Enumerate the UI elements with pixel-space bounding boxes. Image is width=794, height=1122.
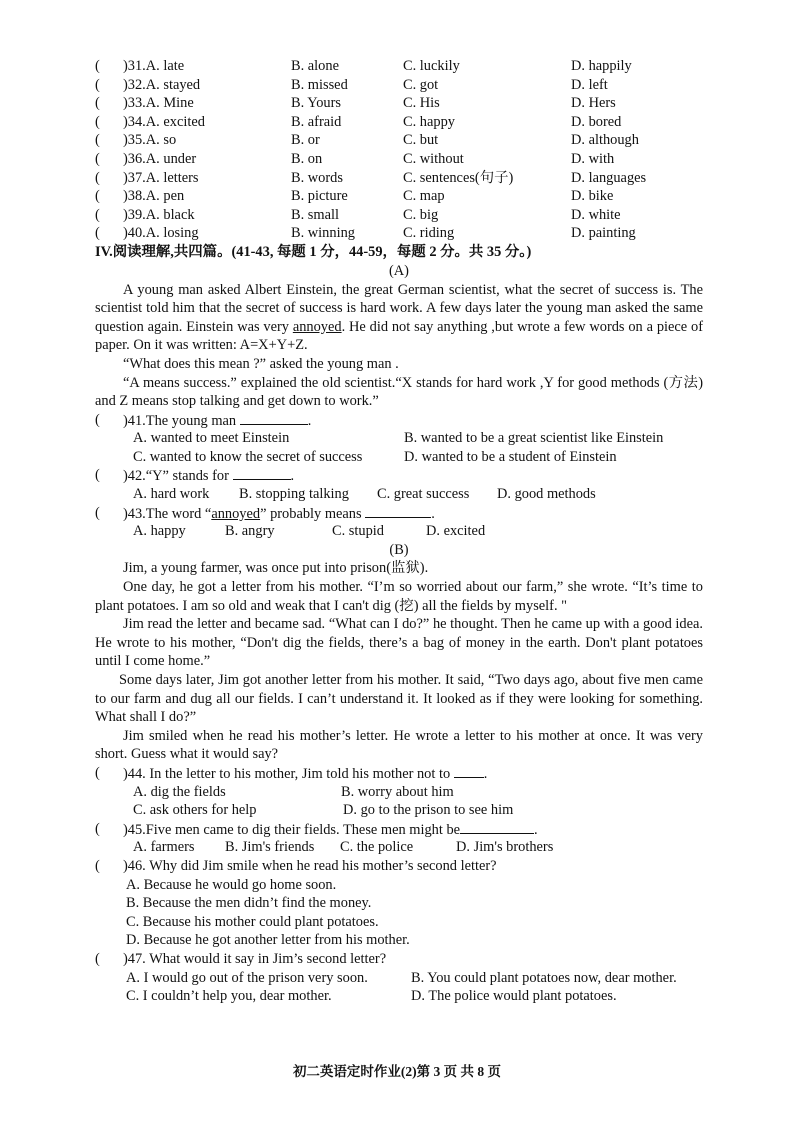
option-a: )33.A. Mine xyxy=(123,95,194,112)
cloze-row xyxy=(95,131,703,150)
question-47 xyxy=(95,950,703,969)
option-c: C. great success xyxy=(377,486,470,503)
option-a: )40.A. losing xyxy=(123,225,199,242)
option-d: D. although xyxy=(571,132,639,149)
option-d: D. happily xyxy=(571,58,632,74)
passage-b-paragraph-4: Some days later, Jim got another letter from his mother. It said, “Two days ago, about five men came to our farm and dug all our fields. I can’t understand it. It looked as if they were looking for something. What shall I do?” xyxy=(95,672,703,726)
page-footer: 初二英语定时作业(2)第 3 页 共 8 页 xyxy=(292,1064,502,1079)
option-b: B. small xyxy=(291,206,339,223)
option-b: B. or xyxy=(291,132,320,149)
answer-paren: ( xyxy=(95,132,100,149)
answer-paren: ( xyxy=(95,857,100,874)
option-d: D. left xyxy=(571,76,608,93)
cloze-row xyxy=(95,206,703,225)
question-46-option-d-row xyxy=(95,931,703,950)
option-a: A. happy xyxy=(133,523,186,540)
option-c: C. I couldn’t help you, dear mother. xyxy=(126,988,332,1005)
option-a: )35.A. so xyxy=(123,132,177,149)
option-d: D. good methods xyxy=(497,486,596,503)
option-c: C. without xyxy=(403,150,464,167)
question-42-options xyxy=(95,485,703,504)
cloze-row xyxy=(95,57,703,76)
question-47-options-row-2 xyxy=(95,987,703,1006)
cloze-row xyxy=(95,187,703,206)
question-41-options-row-1 xyxy=(95,429,703,448)
option-c: C. the police xyxy=(340,839,414,856)
option-b: B. You could plant potatoes now, dear mother. xyxy=(411,969,677,986)
question-41-options-row-2 xyxy=(95,448,703,467)
cloze-row xyxy=(95,113,703,132)
option-d: D. bored xyxy=(571,113,622,130)
answer-blank xyxy=(233,466,291,480)
option-d: D. wanted to be a student of Einstein xyxy=(404,448,617,465)
answer-paren: ( xyxy=(95,467,100,484)
passage-b-paragraph-1: Jim, a young farmer, was once put into prison(监狱). xyxy=(123,560,429,577)
option-d: D. go to the prison to see him xyxy=(343,802,514,819)
question-41-stem: )41.The young man xyxy=(123,412,240,429)
option-b: B. Jim's friends xyxy=(225,839,315,856)
option-a: A. I would go out of the prison very soon. xyxy=(126,969,368,986)
option-b: B. alone xyxy=(291,58,339,74)
answer-blank xyxy=(365,504,431,518)
question-43-stem-b: ” probably means xyxy=(260,505,366,522)
option-a: )34.A. excited xyxy=(123,113,205,130)
answer-paren: ( xyxy=(95,188,100,205)
option-c: C. luckily xyxy=(403,58,460,74)
option-c: C. Because his mother could plant potatoes. xyxy=(126,913,379,930)
exam-content xyxy=(95,57,703,1006)
option-b: B. missed xyxy=(291,76,348,93)
passage-a-label: (A) xyxy=(389,262,409,279)
option-b: B. Yours xyxy=(291,95,341,112)
passage-a-paragraph-1 xyxy=(95,281,703,355)
option-d: D. painting xyxy=(571,225,636,242)
option-b: B. Because the men didn’t find the money. xyxy=(126,895,372,912)
answer-blank xyxy=(240,411,308,425)
answer-paren: ( xyxy=(95,820,100,837)
option-c: C. got xyxy=(403,76,439,93)
question-45-options xyxy=(95,838,703,857)
option-a: )31.A. late xyxy=(123,58,185,74)
answer-blank xyxy=(454,764,484,778)
question-42: ( )42.“Y” stands for . xyxy=(95,467,295,485)
option-a: )39.A. black xyxy=(123,206,195,223)
question-47-stem: )47. What would it say in Jim’s second letter? xyxy=(123,950,387,967)
answer-paren: ( xyxy=(95,764,100,781)
option-c: C. ask others for help xyxy=(133,802,257,819)
option-a: A. farmers xyxy=(133,839,195,856)
option-c: C. happy xyxy=(403,113,455,130)
option-d: D. excited xyxy=(426,523,486,540)
question-44-options-row-2 xyxy=(95,801,703,820)
option-d: D. Hers xyxy=(571,95,616,112)
option-a: )32.A. stayed xyxy=(123,76,201,93)
answer-paren: ( xyxy=(95,206,100,223)
answer-paren: ( xyxy=(95,504,100,521)
question-42-stem: )42.“Y” stands for xyxy=(123,468,233,485)
answer-paren: ( xyxy=(95,113,100,130)
cloze-row xyxy=(95,94,703,113)
option-c: C. map xyxy=(403,188,445,205)
passage-a-paragraph-3: “A means success.” explained the old scientist.“X stands for hard work ,Y for good methods (方法) and Z means stop talking and get down to work.” xyxy=(95,374,703,410)
question-43-stem-a: )43.The word “ xyxy=(123,505,212,522)
option-a: A. Because he would go home soon. xyxy=(126,876,337,893)
question-44-options-row-1 xyxy=(95,783,703,802)
answer-paren: ( xyxy=(95,950,100,967)
passage-a-p1-text-a: A young man asked Albert Einstein, the great German scientist, what the secret of success is. The scientist told him that the secret of success is hard work. A few days later the young man asked the same question again. Einstein was very xyxy=(95,281,703,335)
passage-a-paragraph-2: “What does this mean ?” asked the young man . xyxy=(123,355,399,372)
option-d: D. languages xyxy=(571,169,647,186)
answer-paren: ( xyxy=(95,76,100,93)
question-44-stem: )44. In the letter to his mother, Jim told his mother not to xyxy=(123,765,454,782)
option-b: B. on xyxy=(291,150,323,167)
option-b: B. angry xyxy=(225,523,275,540)
passage-a-p1-text-b: . He did not say anything ,but wrote a few words on a piece of paper. On it was written: A=X+Y+Z. xyxy=(95,318,703,354)
answer-blank xyxy=(460,820,534,834)
option-c: C. big xyxy=(403,206,439,223)
option-c: C. riding xyxy=(403,225,455,242)
option-d: D. bike xyxy=(571,188,614,205)
option-b: B. worry about him xyxy=(341,783,454,800)
option-c: C. wanted to know the secret of success xyxy=(133,448,363,465)
answer-paren: ( xyxy=(95,411,100,428)
option-b: B. afraid xyxy=(291,113,342,130)
cloze-row xyxy=(95,224,703,243)
option-b: B. winning xyxy=(291,225,355,242)
option-d: D. Jim's brothers xyxy=(456,839,554,856)
passage-b-label: (B) xyxy=(389,541,409,558)
option-d: D. The police would plant potatoes. xyxy=(411,988,617,1005)
answer-paren: ( xyxy=(95,58,100,74)
option-c: C. stupid xyxy=(332,523,384,540)
question-45-stem: )45.Five men came to dig their fields. These men might be xyxy=(123,821,461,838)
question-45: ( )45.Five men came to dig their fields. These men might be . xyxy=(95,820,538,838)
question-44: ( )44. In the letter to his mother, Jim told his mother not to . xyxy=(95,764,488,782)
option-b: B. wanted to be a great scientist like Einstein xyxy=(404,430,664,447)
option-b: B. stopping talking xyxy=(239,486,349,503)
underlined-word-annoyed: annoyed xyxy=(292,318,342,335)
cloze-options xyxy=(95,57,703,243)
passage-b-paragraph-2: One day, he got a letter from his mother. “I’m so worried about our farm,” she wrote. “It’s time to plant potatoes. I am so old and weak that I can't dig (挖) all the fields by myself. " xyxy=(95,579,703,614)
option-a: A. wanted to meet Einstein xyxy=(133,430,290,447)
option-d: D. white xyxy=(571,206,621,223)
option-a: )38.A. pen xyxy=(123,188,185,205)
question-47-options-row-1 xyxy=(95,969,703,988)
option-c: C. His xyxy=(403,95,440,112)
answer-paren: ( xyxy=(95,225,100,242)
answer-paren: ( xyxy=(95,95,100,112)
question-46-option-c-row xyxy=(95,913,703,932)
underlined-word-annoyed: annoyed xyxy=(211,505,261,522)
answer-paren: ( xyxy=(95,169,100,186)
passage-b-paragraph-3: Jim read the letter and became sad. “What can I do?” he thought. Then he came up with a good idea. He wrote to his mother, “Don't dig the fields, there’s a bag of money in the earth. Don't plant potatoes until I come home.” xyxy=(95,616,703,670)
cloze-row xyxy=(95,76,703,95)
question-43-options xyxy=(95,522,703,541)
option-a: )36.A. under xyxy=(123,150,197,167)
option-a: )37.A. letters xyxy=(123,169,199,186)
option-c: C. sentences(句子) xyxy=(403,169,514,186)
answer-paren: ( xyxy=(95,150,100,167)
question-46-option-a-row xyxy=(95,876,703,895)
question-41: ( )41.The young man . xyxy=(95,411,312,429)
cloze-row xyxy=(95,150,703,169)
option-a: A. dig the fields xyxy=(133,783,226,800)
option-a: A. hard work xyxy=(133,486,210,503)
option-b: B. picture xyxy=(291,188,348,205)
question-46 xyxy=(95,857,703,876)
question-46-option-b-row xyxy=(95,894,703,913)
question-43: ( )43.The word “annoyed” probably means . xyxy=(95,504,435,522)
option-c: C. but xyxy=(403,132,439,149)
passage-b-paragraph-5: Jim smiled when he read his mother’s letter. He wrote a letter to his mother at once. It was very short. Guess what it would say? xyxy=(95,727,703,763)
option-d: D. Because he got another letter from his mother. xyxy=(126,932,410,949)
option-b: B. words xyxy=(291,169,343,186)
option-d: D. with xyxy=(571,150,615,167)
section-title: IV.阅读理解,共四篇。(41-43, 每题 1 分，44-59，每题 2 分。共 35 分。) xyxy=(95,243,532,260)
question-46-stem: )46. Why did Jim smile when he read his mother’s second letter? xyxy=(123,857,497,874)
cloze-row xyxy=(95,169,703,188)
